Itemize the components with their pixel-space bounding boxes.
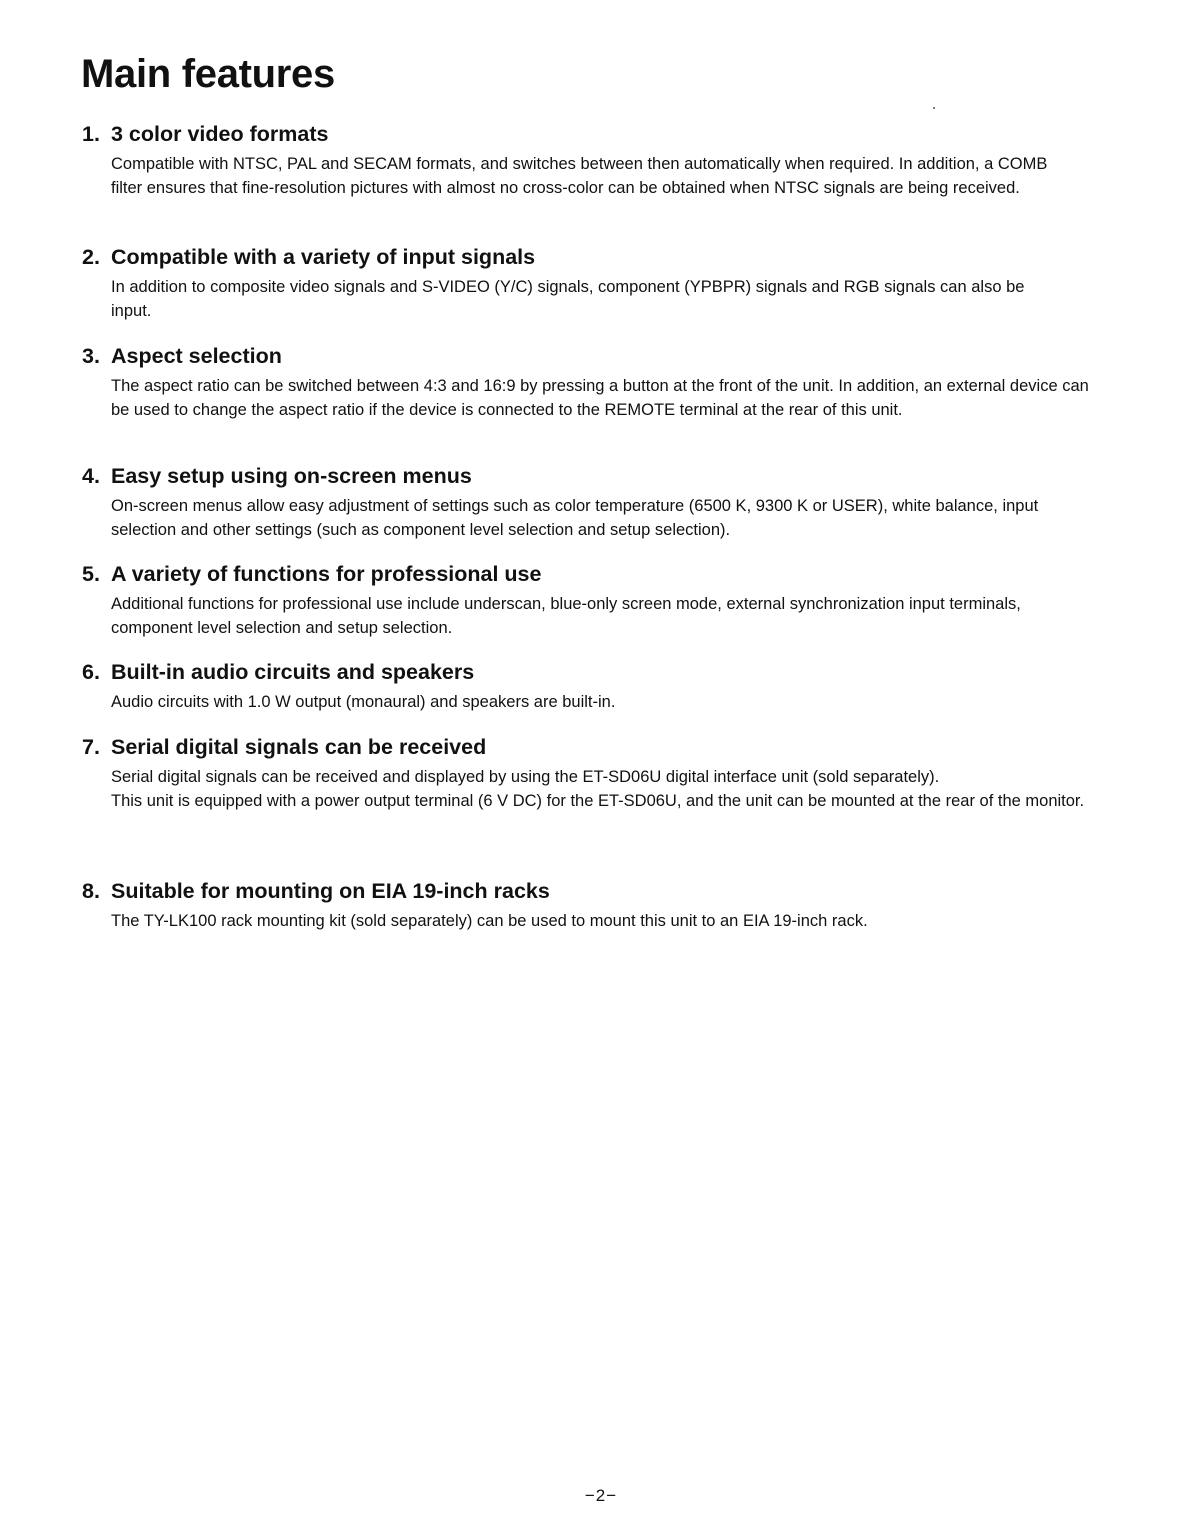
feature-description [111, 909, 1096, 933]
feature-heading [82, 878, 1102, 904]
feature-paragraph: This unit is equipped with a power output terminal (6 V DC) for the ET-SD06U, and the unit can be mounted at the rear of the monitor. [111, 792, 1085, 810]
feature-item-4 [82, 463, 1102, 542]
feature-heading [82, 244, 1102, 270]
feature-paragraph: Compatible with NTSC, PAL and SECAM formats, and switches between then automatically when required. In addition, a COMB filter ensures that fine-resolution pictures with almost no cross-color can be obtained when NTSC signals are being received. [111, 155, 1048, 197]
feature-description [111, 765, 1085, 813]
feature-title: 3 color video formats [111, 122, 329, 146]
feature-number: 3. [82, 344, 100, 368]
page-title: Main features [81, 52, 335, 96]
feature-number: 7. [82, 735, 100, 759]
feature-number: 4. [82, 464, 100, 488]
feature-item-2 [82, 244, 1102, 323]
feature-number: 6. [82, 660, 100, 684]
feature-paragraph: In addition to composite video signals and S-VIDEO (Y/C) signals, component (YPBPR) signals and RGB signals can also be input. [111, 278, 1025, 320]
feature-description [111, 374, 1096, 422]
feature-item-7 [82, 734, 1102, 813]
feature-paragraph: The aspect ratio can be switched between 4:3 and 16:9 by pressing a button at the front of the unit. In addition, an external device can be used to change the aspect ratio if the device is connected to the REMOTE terminal at the rear of this unit. [111, 377, 1089, 419]
feature-item-1 [82, 121, 1102, 200]
feature-item-5 [82, 561, 1102, 640]
feature-number: 5. [82, 562, 100, 586]
feature-title: Compatible with a variety of input signals [111, 245, 536, 269]
scan-speck [933, 107, 935, 109]
feature-item-6 [82, 659, 1102, 714]
feature-heading [82, 734, 1102, 760]
feature-heading [82, 121, 1102, 147]
feature-item-8 [82, 878, 1102, 933]
feature-title: A variety of functions for professional use [111, 562, 542, 586]
page-number: −2− [584, 1486, 618, 1505]
feature-paragraph: Audio circuits with 1.0 W output (monaural) and speakers are built-in. [111, 693, 616, 711]
feature-title: Serial digital signals can be received [111, 735, 487, 759]
feature-title: Aspect selection [111, 344, 282, 368]
feature-number: 2. [82, 245, 100, 269]
feature-heading [82, 659, 1102, 685]
feature-number: 8. [82, 879, 100, 903]
feature-paragraph: The TY-LK100 rack mounting kit (sold separately) can be used to mount this unit to an EIA 19-inch rack. [111, 912, 868, 930]
feature-heading [82, 463, 1102, 489]
feature-paragraph: Additional functions for professional use include underscan, blue-only screen mode, external synchronization input terminals, component level selection and setup selection. [111, 595, 1021, 637]
feature-description [111, 494, 1076, 542]
feature-paragraph: Serial digital signals can be received and displayed by using the ET-SD06U digital interface unit (sold separately). [111, 768, 940, 786]
feature-description [111, 152, 1071, 200]
feature-title: Built-in audio circuits and speakers [111, 660, 475, 684]
feature-item-3 [82, 343, 1102, 422]
feature-title: Suitable for mounting on EIA 19-inch racks [111, 879, 550, 903]
feature-description [111, 592, 1086, 640]
feature-description [111, 690, 1086, 714]
feature-description [111, 275, 1041, 323]
feature-title: Easy setup using on-screen menus [111, 464, 472, 488]
feature-number: 1. [82, 122, 100, 146]
feature-heading [82, 561, 1102, 587]
feature-heading [82, 343, 1102, 369]
feature-paragraph: On-screen menus allow easy adjustment of settings such as color temperature (6500 K, 9300 K or USER), white balance, input selection and other settings (such as component level selection and setup selection). [111, 497, 1039, 539]
